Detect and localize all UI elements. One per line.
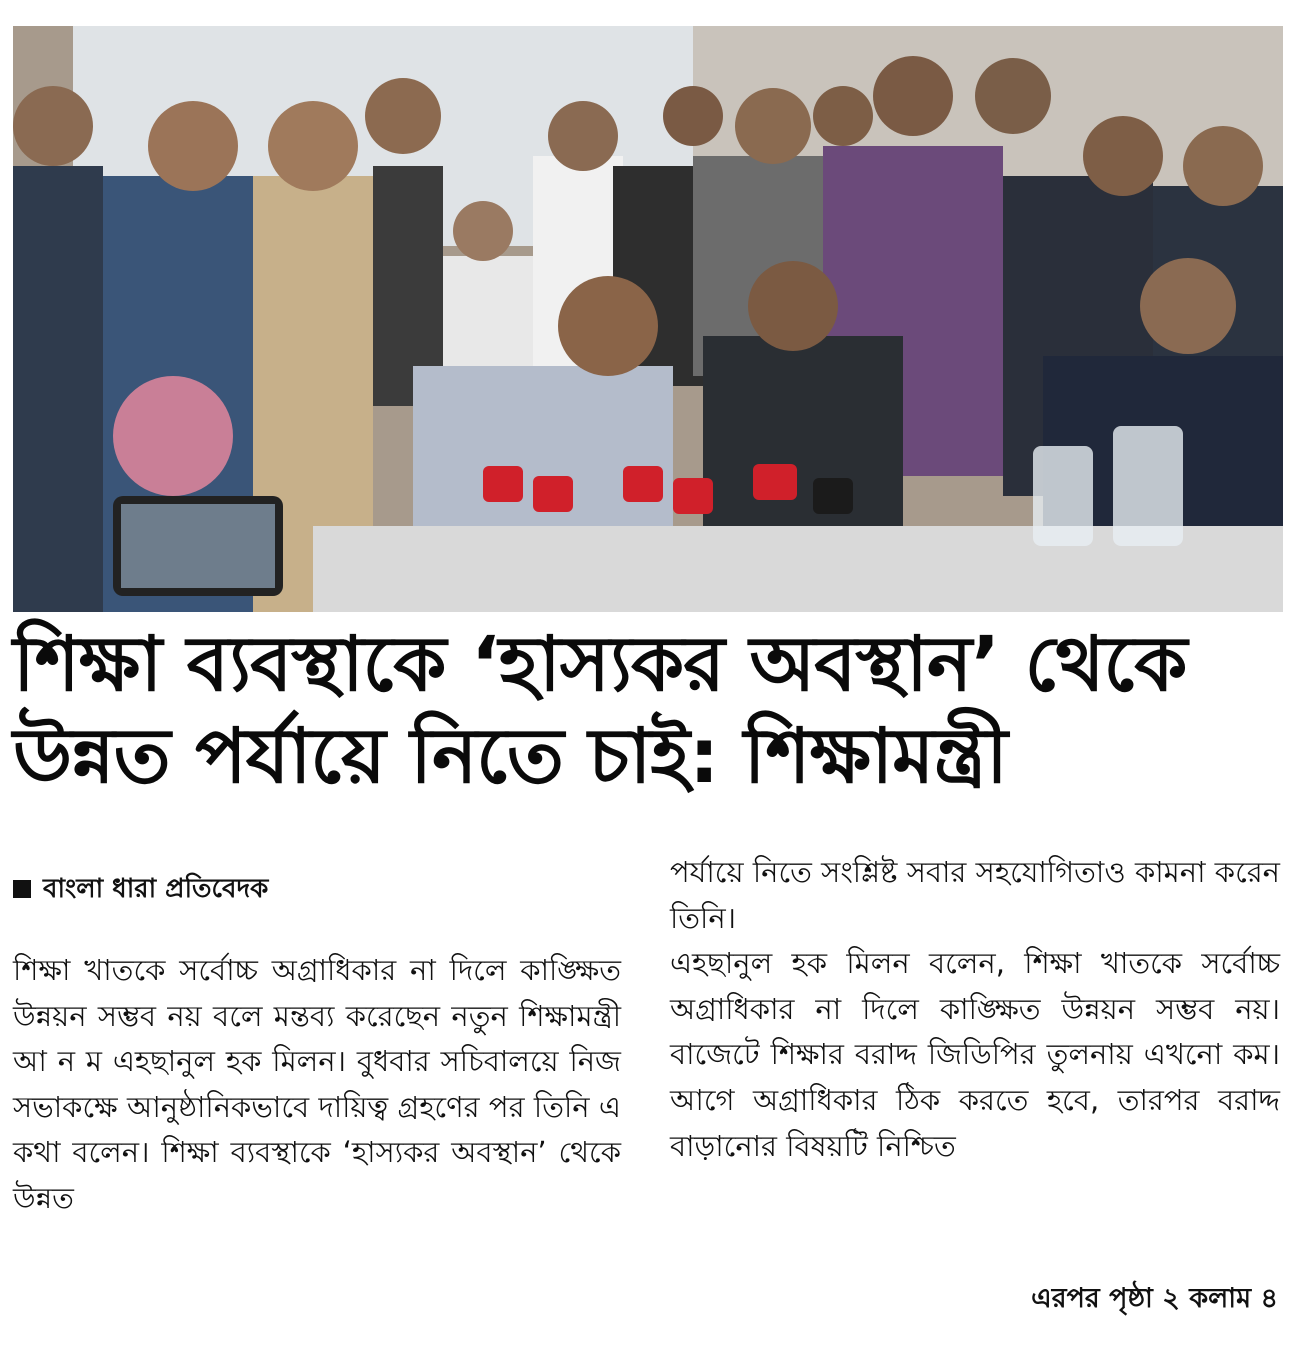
article-column-right [670, 850, 1280, 1169]
press-conference-photo [13, 26, 1283, 612]
article-paragraph: পর্যায়ে নিতে সংশ্লিষ্ট সবার সহযোগিতাও কামনা করেন তিনি। [670, 855, 1280, 935]
headline-line-1: শিক্ষা ব্যবস্থাকে ‘হাস্যকর অবস্থান’ থেকে [13, 619, 1187, 708]
byline [13, 872, 268, 906]
article-column-left [13, 948, 621, 1222]
headline [13, 618, 1288, 802]
byline-square-icon [13, 880, 31, 898]
headline-line-2: উন্নত পর্যায়ে নিতে চাই: শিক্ষামন্ত্রী [13, 711, 1007, 800]
continuation-note: এরপর পৃষ্ঠা ২ কলাম ৪ [1031, 1283, 1278, 1314]
byline-text: বাংলা ধারা প্রতিবেদক [43, 874, 269, 904]
photo-illustration [13, 26, 1283, 612]
article-paragraph: শিক্ষা খাতকে সর্বোচ্চ অগ্রাধিকার না দিলে কাঙ্ক্ষিত উন্নয়ন সম্ভব নয় বলে মন্তব্য করেছেন নতুন শিক্ষামন্ত্রী আ ন ম এহছানুল হক মিলন। বুধবার সচিবালয়ে নিজ সভাকক্ষে আনুষ্ঠানিকভাবে দায়িত্ব গ্রহণের পর তিনি এ কথা বলেন। শিক্ষা ব্যবস্থাকে ‘হাস্যকর অবস্থান’ থেকে উন্নত [13, 953, 621, 1215]
article-paragraph: এহছানুল হক মিলন বলেন, শিক্ষা খাতকে সর্বোচ্চ অগ্রাধিকার না দিলে কাঙ্ক্ষিত উন্নয়ন সম্ভব নয়। বাজেটে শিক্ষার বরাদ্দ জিডিপির তুলনায় এখনো কম। আগে অগ্রাধিকার ঠিক করতে হবে, তারপর বরাদ্দ বাড়ানোর বিষয়টি নিশ্চিত [670, 946, 1280, 1163]
